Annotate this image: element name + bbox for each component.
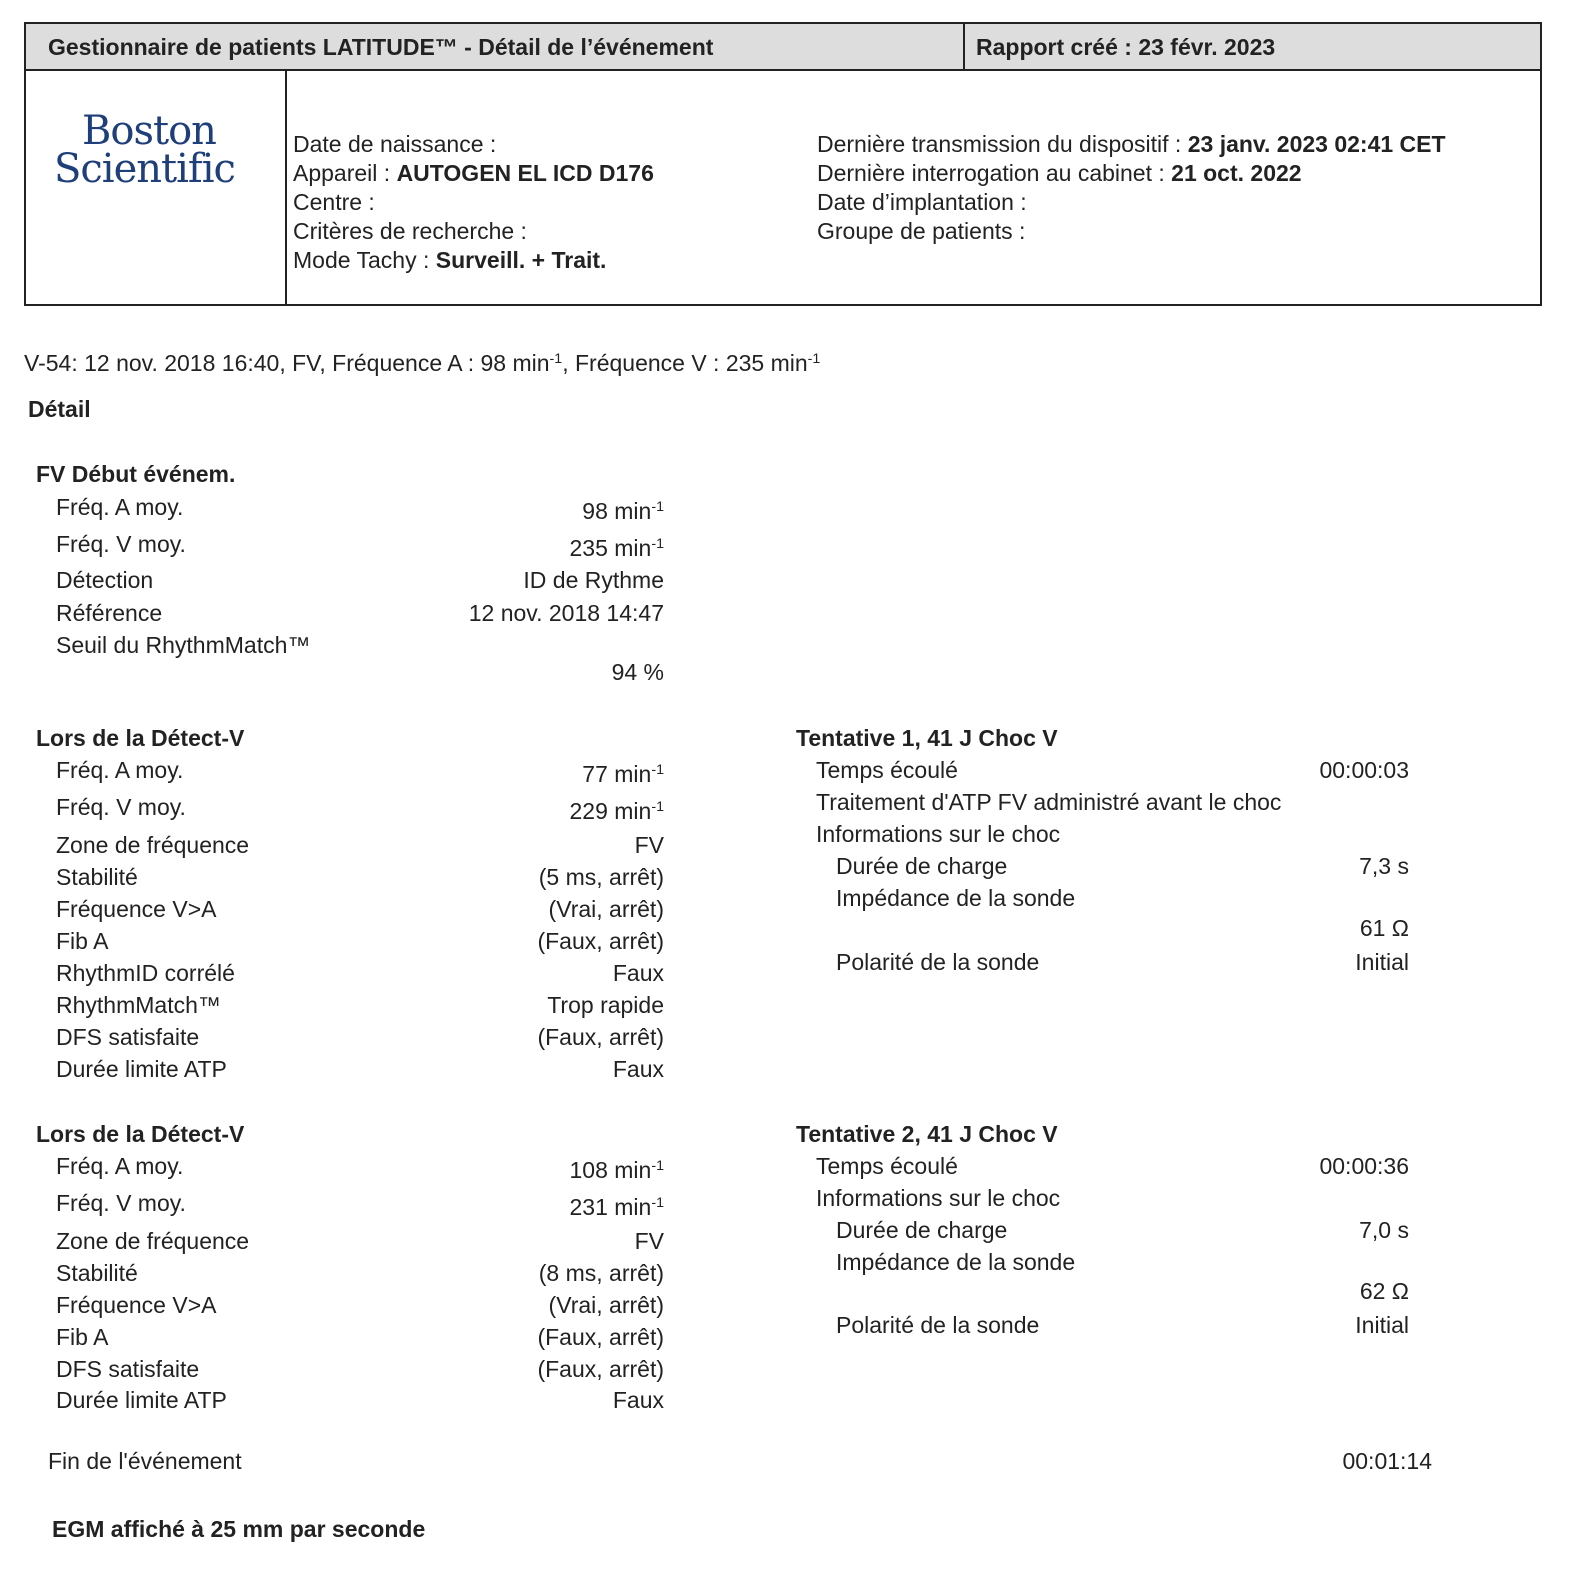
detect1-row-label: RhythmID corrélé [56,960,235,986]
header-title-bar [26,24,1540,71]
header-divider [963,24,965,69]
detect1-row-label: Zone de fréquence [56,832,250,858]
attempt1-impedance-label: Impédance de la sonde [836,885,1076,911]
report-created-date: Rapport créé : 23 févr. 2023 [976,34,1276,60]
detect1-row-label: Fréq. V moy. [56,794,186,820]
detect2-section-title: Lors de la Détect-V [36,1121,245,1147]
patient-info-left [293,130,654,275]
detect2-row-label: Fréq. V moy. [56,1190,186,1216]
attempt2-charge-label: Durée de charge [836,1217,1008,1243]
report-header [24,22,1542,306]
attempt1-elapsed-label: Temps écoulé [816,757,958,783]
implant-date-field: Date d’implantation : [817,189,1027,215]
detect1-row-label: Stabilité [56,864,138,890]
last-transmission-field: Dernière transmission du dispositif : 23 janv. 2023 02:41 CET [817,131,1446,157]
detect1-row-value: (Faux, arrêt) [537,928,664,954]
attempt1-polarity-value: Initial [1355,949,1409,975]
detect2-row-value: 108 $\min^{-1}$ [569,1157,664,1183]
attempt1-elapsed-value: 00:00:03 [1319,757,1409,783]
detect2-row-value: (Faux, arrêt) [537,1356,664,1382]
onset-row-label: Seuil du RhythmMatch™ [56,632,311,658]
attempt2-polarity-value: Initial [1355,1312,1409,1338]
onset-row-value: 12 nov. 2018 14:47 [468,600,664,626]
report-title: Gestionnaire de patients LATITUDE™ - Détail de l’événement [48,34,714,60]
attempt1-impedance-value: 61 Ω [1359,915,1409,941]
patient-group-field: Groupe de patients : [817,218,1026,244]
detect2-row-label: DFS satisfaite [56,1356,200,1382]
detect2-row-label: Zone de fréquence [56,1228,250,1254]
onset-section-title: FV Début événem. [36,461,236,487]
detect1-row-label: Fréq. A moy. [56,757,184,783]
detect2-row-label: Durée limite ATP [56,1387,227,1413]
device-field: Appareil : AUTOGEN EL ICD D176 [293,160,654,186]
attempt2-impedance-value: 62 Ω [1359,1278,1409,1304]
detect2-row-value: FV [634,1228,664,1254]
last-interrogation-field: Dernière interrogation au cabinet : 21 oct. 2022 [817,160,1302,186]
detail-heading: Détail [28,396,91,422]
onset-row-value: ID de Rythme [523,567,664,593]
detect2-row-value: (8 ms, arrêt) [538,1260,664,1286]
attempt2-title: Tentative 2, 41 J Choc V [796,1121,1058,1147]
onset-row-label: Fréq. V moy. [56,531,186,557]
detect2-row-label: Stabilité [56,1260,138,1286]
attempt1-charge-value: 7,3 s [1359,853,1409,879]
detect2-row-value: 231 $\min^{-1}$ [569,1194,664,1220]
detect1-row-label: DFS satisfaite [56,1024,200,1050]
egm-speed-note: EGM affiché à 25 mm par seconde [52,1516,426,1542]
onset-row-label: Référence [56,600,163,626]
attempt1-charge-label: Durée de charge [836,853,1008,879]
onset-row-value: 94 % [611,659,664,685]
attempt2-impedance-label: Impédance de la sonde [836,1249,1076,1275]
attempt1-shock-info: Informations sur le choc [816,821,1061,847]
detect1-row-label: Fib A [56,928,109,954]
detect2-row-value: (Faux, arrêt) [537,1324,664,1350]
logo-divider [285,69,287,304]
detect1-row-value: FV [634,832,664,858]
attempt2-polarity-label: Polarité de la sonde [836,1312,1040,1338]
detect1-row-label: Fréquence V>A [56,896,217,922]
detect2-row-value: Faux [612,1387,664,1413]
detect2-row-value: (Vrai, arrêt) [548,1292,664,1318]
end-event-label: Fin de l'événement [48,1448,242,1474]
attempt1-polarity-label: Polarité de la sonde [836,949,1040,975]
detect2-row-label: Fréq. A moy. [56,1153,184,1179]
detect1-row-value: (Faux, arrêt) [537,1024,664,1050]
boston-scientific-logo: Boston Scientific [54,108,235,192]
detect2-row-label: Fréquence V>A [56,1292,217,1318]
attempt1-atp-note: Traitement d'ATP FV administré avant le choc [816,789,1282,815]
center-field: Centre : [293,189,375,215]
attempt2-charge-value: 7,0 s [1359,1217,1409,1243]
patient-info-right [817,130,1446,246]
event-summary-line: V-54: 12 nov. 2018 16:40, FV, Fréquence A : 98 $\min^{-1}$, Fréquence V : 235 $\min^{-1}$ [24,350,821,376]
detect1-row-value: Faux [612,1056,664,1082]
detect1-row-value: (5 ms, arrêt) [538,864,664,890]
detect1-row-value: Trop rapide [547,992,664,1018]
attempt2-elapsed-label: Temps écoulé [816,1153,958,1179]
attempt1-title: Tentative 1, 41 J Choc V [796,725,1058,751]
onset-row-label: Détection [56,567,154,593]
attempt2-shock-info: Informations sur le choc [816,1185,1061,1211]
dob-field: Date de naissance : [293,131,497,157]
detect1-row-value: Faux [612,960,664,986]
onset-row-value: 98 $\min^{-1}$ [582,498,664,524]
onset-row-label: Fréq. A moy. [56,494,184,520]
onset-row-value: 235 $\min^{-1}$ [569,535,664,561]
tachy-mode-field: Mode Tachy : Surveill. + Trait. [293,247,607,273]
detect1-row-value: 77 $\min^{-1}$ [582,761,664,787]
detect1-section-title: Lors de la Détect-V [36,725,245,751]
detect2-row-label: Fib A [56,1324,109,1350]
detect1-row-label: Durée limite ATP [56,1056,227,1082]
detect1-row-value: 229 $\min^{-1}$ [569,798,664,824]
attempt2-elapsed-value: 00:00:36 [1319,1153,1409,1179]
detect1-row-value: (Vrai, arrêt) [548,896,664,922]
detect1-row-label: RhythmMatch™ [56,992,221,1018]
end-event-value: 00:01:14 [1342,1448,1432,1474]
search-criteria-field: Critères de recherche : [293,218,527,244]
